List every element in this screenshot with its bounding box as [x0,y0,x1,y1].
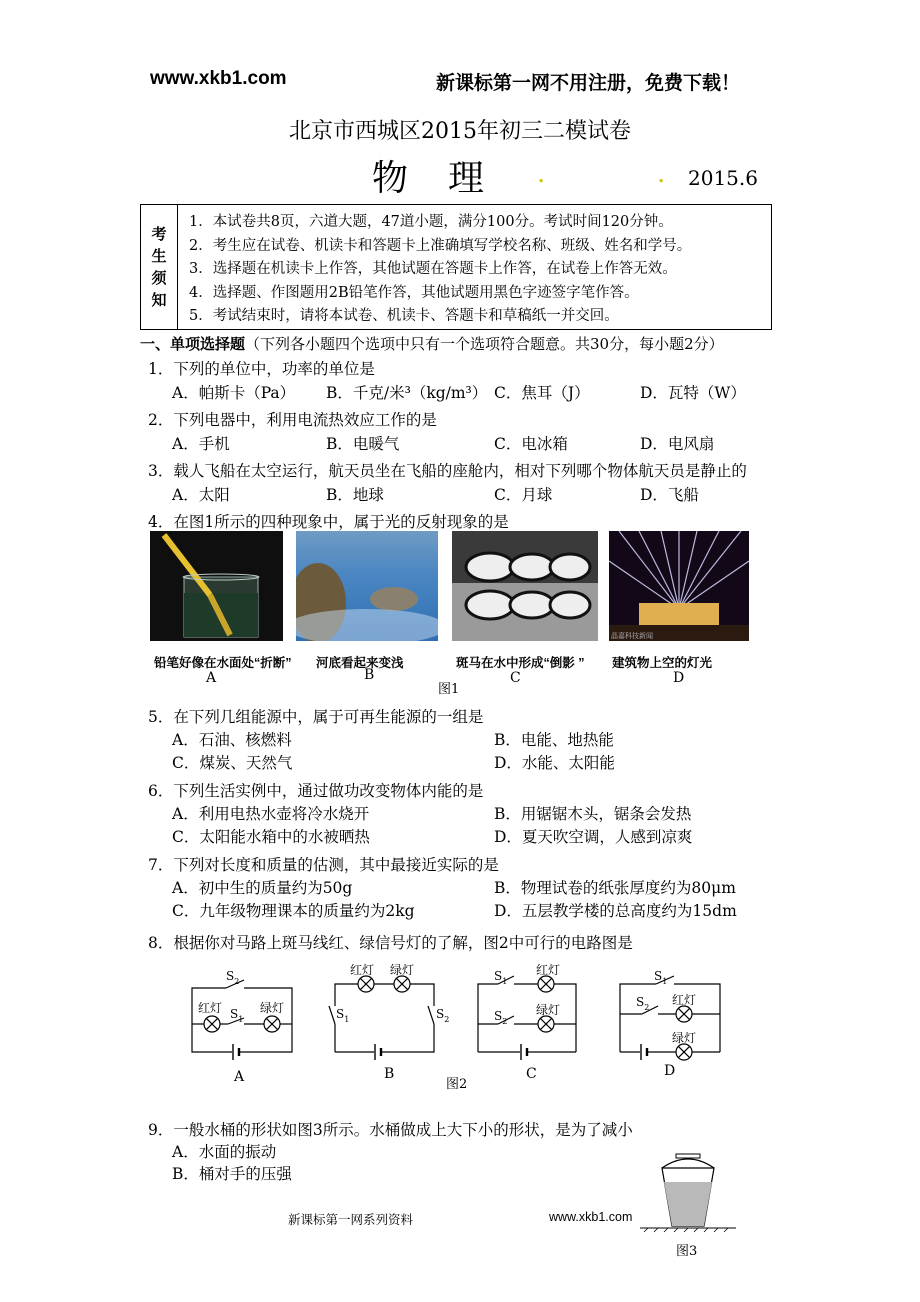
option: D．五层教学楼的总高度约为15dm [494,902,737,920]
question-stem: 6．下列生活实例中，通过做功改变物体内能的是 [148,782,484,800]
footer-url: www.xkb1.com [549,1210,633,1224]
option: B．用锯锯木头，锯条会发热 [494,805,692,823]
exam-title: 北京市西城区2015年初三二模试卷 [289,119,631,144]
svg-text:S1: $S_1$ [336,1007,350,1024]
notice-box [140,204,772,330]
photo-riverbed [296,531,438,641]
figure-label: 图3 [676,1244,698,1259]
figure-letter: D [664,1063,676,1079]
decor-dot: . [658,166,665,187]
svg-text:绿灯: 绿灯 [390,963,415,977]
notice-label-char: 考 [151,225,167,243]
svg-text:S2: $S_2$ [636,995,650,1012]
svg-text:S1: $S_1$ [654,969,668,986]
notice-label-char: 知 [151,291,167,309]
option: B．桶对手的压强 [172,1165,292,1183]
svg-text:绿灯: 绿灯 [672,1031,697,1045]
figure-letter: C [526,1066,537,1082]
option: C．煤炭、天然气 [172,754,293,772]
option: B．地球 [326,486,384,504]
notice-label-char: 须 [151,269,167,287]
option: D．电风扇 [640,435,715,453]
question-stem: 1．下列的单位中，功率的单位是 [148,360,375,378]
option: A．石油、核燃料 [172,731,292,749]
option: B．电能、地热能 [494,731,614,749]
notice-label-char: 生 [151,247,167,265]
svg-text:S1: $S_1$ [494,969,508,986]
option: C．电冰箱 [494,435,568,453]
decor-dot: . [538,166,545,187]
question-stem: 9．一般水桶的形状如图3所示。水桶做成上大下小的形状，是为了减小 [148,1121,633,1139]
option: C．太阳能水箱中的水被晒热 [172,828,370,846]
question-stem: 7．下列对长度和质量的估测，其中最接近实际的是 [148,856,499,874]
svg-text:红灯: 红灯 [672,993,697,1007]
bucket-figure [636,1148,740,1234]
svg-text:红灯: 红灯 [350,963,375,977]
photo-pencil-in-water [150,531,283,641]
notice-item: 1．本试卷共8页，六道大题，47道小题，满分100分。考试时间120分钟。 [189,214,673,230]
exam-date: 2015.6 [688,166,758,190]
option: C．焦耳（J） [494,384,590,402]
option: B．电暖气 [326,435,400,453]
svg-text:红灯: 红灯 [198,1001,223,1015]
figure-caption: 铅笔好像在水面处“折断” [154,656,292,670]
notice-item: 4．选择题、作图题用2B铅笔作答，其他试题用黑色字迹签字笔作答。 [189,284,639,301]
question-stem: 4．在图1所示的四种现象中，属于光的反射现象的是 [148,513,509,531]
option: A．水面的振动 [172,1143,277,1161]
figure-caption: 建筑物上空的灯光 [612,656,713,670]
figure-label: 图1 [438,682,460,697]
option: A．初中生的质量约为50g [172,879,353,897]
section-desc: （下列各小题四个选项中只有一个选项符合题意。共30分，每小题2分） [245,335,724,353]
option: C．九年级物理课本的质量约为2kg [172,902,415,920]
svg-text:绿灯: 绿灯 [260,1001,285,1015]
figure-letter: B [384,1066,395,1082]
svg-text:S2: $S_2$ [226,969,240,986]
option: D．瓦特（W） [640,384,746,402]
option: D．飞船 [640,486,699,504]
option: B．物理试卷的纸张厚度约为80μm [494,879,736,897]
header-site-url: www.xkb1.com [150,68,287,89]
photo-zebra-reflection [452,531,598,641]
circuit-diagrams [180,962,740,1062]
question-stem: 3．载人飞船在太空运行，航天员坐在飞船的座舱内，相对下列哪个物体航天员是静止的 [148,462,747,480]
option: D．夏天吹空调，人感到凉爽 [494,828,693,846]
notice-item: 2．考生应在试卷、机读卡和答题卡上准确填写学校名称、班级、姓名和学号。 [189,237,692,254]
photo-building-lights [609,531,749,641]
section-title: 一、单项选择题 [140,335,246,353]
notice-item: 3．选择题在机读卡上作答，其他试题在答题卡上作答，在试卷上作答无效。 [189,261,677,277]
figure-letter: A [234,1069,245,1085]
figure-letter: B [364,667,375,683]
figure-letter: D [673,670,685,686]
question-stem: 2．下列电器中，利用电流热效应工作的是 [148,411,437,429]
svg-text:绿灯: 绿灯 [536,1003,561,1017]
footer-series: 新课标第一网系列资料 [288,1212,414,1227]
header-slogan: 新课标第一网不用注册，免费下载！ [436,73,741,94]
figure-letter: C [510,670,521,686]
option: D．水能、太阳能 [494,754,615,772]
notice-items [189,211,691,329]
circuit-d [620,976,720,1052]
notice-item: 5．考试结束时，请将本试卷、机读卡、答题卡和草稿纸一并交回。 [189,308,619,324]
option: A．手机 [172,435,230,453]
figure-label: 图2 [446,1077,468,1092]
section-header [140,333,724,354]
option: A．帕斯卡（Pa） [172,384,296,402]
option: A．太阳 [172,486,230,504]
notice-label [141,205,178,329]
option: C．月球 [494,486,553,504]
figure-caption: 河底看起来变浅 [316,656,404,670]
subject-title: 物理 [372,158,525,199]
figure-caption: 斑马在水中形成“倒影 ” [456,656,585,670]
svg-text:红灯: 红灯 [536,963,561,977]
question-stem: 5．在下列几组能源中，属于可再生能源的一组是 [148,708,484,726]
option: A．利用电热水壶将冷水烧开 [172,805,370,823]
question-stem: 8．根据你对马路上斑马线红、绿信号灯的了解，图2中可行的电路图是 [148,934,633,952]
photo-watermark: 晶嘉科技新闻 [611,632,653,640]
option: B．千克/米³（kg/m³） [326,384,488,402]
svg-text:S1: $S_1$ [230,1007,244,1024]
figure-letter: A [206,670,217,686]
svg-text:S2: $S_2$ [436,1007,450,1024]
svg-text:S2: $S_2$ [494,1009,508,1026]
circuit-c [478,976,576,1052]
